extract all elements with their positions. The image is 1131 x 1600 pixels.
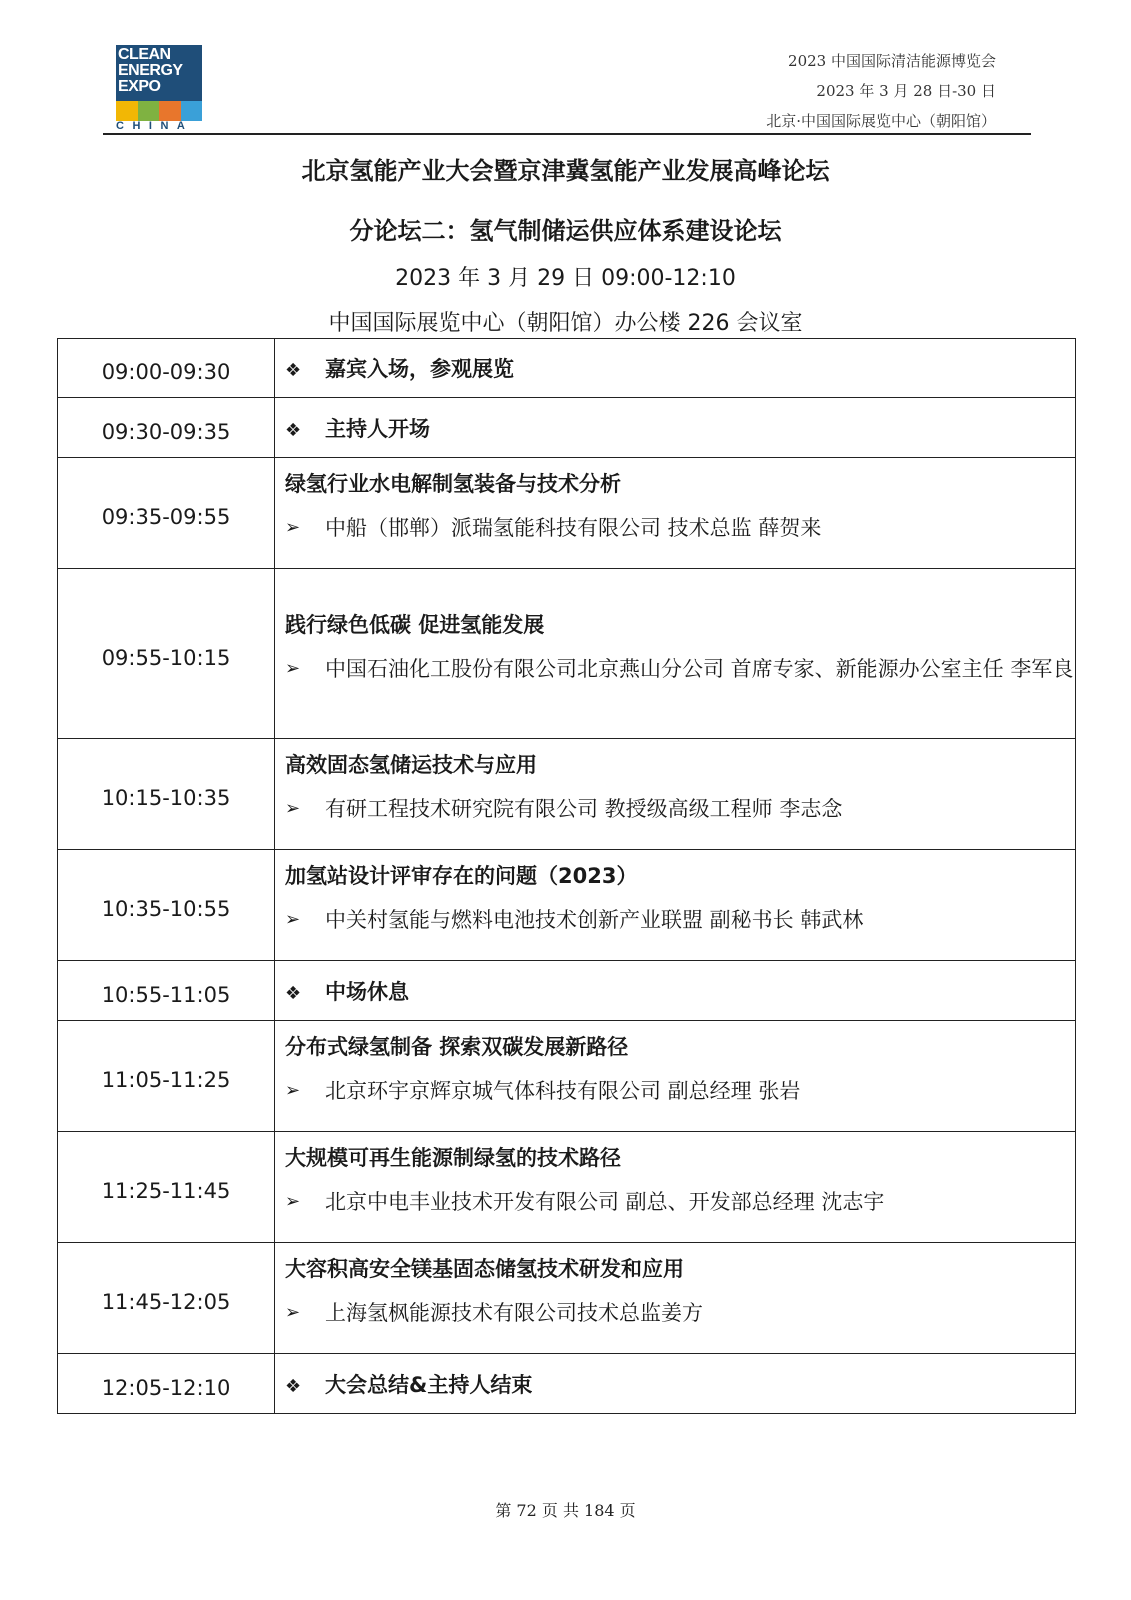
arrow-bullet-icon: ➢ xyxy=(285,798,301,819)
hydrogen-icon xyxy=(181,101,203,121)
speaker-text: 中船（邯郸）派瑞氢能科技有限公司 技术总监 薛贺来 xyxy=(325,516,822,540)
talk-speaker xyxy=(285,640,1075,698)
agenda-content xyxy=(275,458,1076,569)
expo-logo xyxy=(116,45,202,130)
agenda-item: 嘉宾入场，参观展览 xyxy=(325,357,514,381)
talk-speaker xyxy=(285,780,1075,838)
agenda-content xyxy=(275,398,1076,458)
sun-icon xyxy=(116,101,138,121)
agenda-row xyxy=(58,398,1076,458)
talk-topic: 大规模可再生能源制绿氢的技术路径 xyxy=(285,1146,621,1170)
arrow-bullet-icon: ➢ xyxy=(285,1191,301,1212)
arrow-bullet-icon: ➢ xyxy=(285,1302,301,1323)
agenda-content xyxy=(275,569,1076,739)
agenda-time: 09:55-10:15 xyxy=(58,569,275,739)
logo-china-text: CHINA xyxy=(116,120,194,132)
page-number: 第 72 页 共 184 页 xyxy=(495,1501,636,1520)
agenda-time: 12:05-12:10 xyxy=(58,1354,275,1414)
energy-icon xyxy=(159,101,181,121)
agenda-row xyxy=(58,458,1076,569)
talk-speaker xyxy=(285,1173,1075,1231)
agenda-row xyxy=(58,961,1076,1021)
forum-subtitle: 分论坛二：氢气制储运供应体系建设论坛 xyxy=(349,217,782,245)
agenda-row xyxy=(58,1021,1076,1132)
agenda-row xyxy=(58,569,1076,739)
agenda-time: 09:00-09:30 xyxy=(58,339,275,398)
agenda-content xyxy=(275,339,1076,398)
agenda-time: 09:35-09:55 xyxy=(58,458,275,569)
arrow-bullet-icon: ➢ xyxy=(285,657,301,679)
talk-topic: 高效固态氢储运技术与应用 xyxy=(285,753,537,777)
agenda-item: 中场休息 xyxy=(325,979,409,1004)
talk-speaker xyxy=(285,1284,1075,1342)
event-datetime: 2023 年 3 月 29 日 09:00-12:10 xyxy=(395,266,736,291)
expo-dates: 2023 年 3 月 28 日-30 日 xyxy=(816,82,996,100)
agenda-time: 09:30-09:35 xyxy=(58,398,275,458)
logo-energy-icons xyxy=(116,101,202,121)
talk-topic: 践行绿色低碳 促进氢能发展 xyxy=(285,612,545,637)
agenda-item: 大会总结&主持人结束 xyxy=(325,1372,533,1397)
agenda-content xyxy=(275,1354,1076,1414)
header-divider xyxy=(103,133,1031,135)
agenda-time: 10:55-11:05 xyxy=(58,961,275,1021)
expo-venue: 北京·中国国际展览中心（朝阳馆） xyxy=(766,112,996,130)
arrow-bullet-icon: ➢ xyxy=(285,1080,301,1101)
speaker-text: 中关村氢能与燃料电池技术创新产业联盟 副秘书长 韩武林 xyxy=(325,908,864,932)
agenda-row xyxy=(58,850,1076,961)
agenda-table xyxy=(57,338,1076,1414)
agenda-item: 主持人开场 xyxy=(325,416,430,441)
event-venue: 中国国际展览中心（朝阳馆）办公楼 226 会议室 xyxy=(328,311,803,336)
expo-name: 2023 中国国际清洁能源博览会 xyxy=(788,52,996,70)
speaker-text: 北京环宇京辉京城气体科技有限公司 副总经理 张岩 xyxy=(325,1079,801,1103)
logo-wordmark: CLEAN ENERGY EXPO xyxy=(116,45,202,101)
talk-topic: 绿氢行业水电解制氢装备与技术分析 xyxy=(285,472,621,496)
diamond-bullet-icon: ❖ xyxy=(285,419,302,441)
talk-speaker xyxy=(285,891,1075,949)
plant-icon xyxy=(138,101,160,121)
talk-speaker xyxy=(285,1062,1075,1120)
talk-topic: 加氢站设计评审存在的问题（2023） xyxy=(285,864,638,888)
agenda-content xyxy=(275,850,1076,961)
agenda-content xyxy=(275,1243,1076,1354)
agenda-time: 10:35-10:55 xyxy=(58,850,275,961)
speaker-text: 中国石油化工股份有限公司北京燕山分公司 首席专家、新能源办公室主任 李军良 xyxy=(325,656,1074,681)
talk-topic: 分布式绿氢制备 探索双碳发展新路径 xyxy=(285,1035,629,1059)
agenda-row xyxy=(58,1132,1076,1243)
agenda-time: 11:25-11:45 xyxy=(58,1132,275,1243)
diamond-bullet-icon: ❖ xyxy=(285,1375,302,1397)
agenda-row xyxy=(58,739,1076,850)
arrow-bullet-icon: ➢ xyxy=(285,909,301,930)
talk-topic: 大容积高安全镁基固态储氢技术研发和应用 xyxy=(285,1257,684,1281)
agenda-content xyxy=(275,1021,1076,1132)
agenda-content xyxy=(275,1132,1076,1243)
agenda-row xyxy=(58,1243,1076,1354)
speaker-text: 有研工程技术研究院有限公司 教授级高级工程师 李志念 xyxy=(325,797,843,821)
agenda-time: 11:45-12:05 xyxy=(58,1243,275,1354)
agenda-content xyxy=(275,739,1076,850)
agenda-row xyxy=(58,1354,1076,1414)
agenda-row xyxy=(58,339,1076,398)
speaker-text: 北京中电丰业技术开发有限公司 副总、开发部总经理 沈志宇 xyxy=(325,1190,885,1214)
diamond-bullet-icon: ❖ xyxy=(285,360,302,381)
diamond-bullet-icon: ❖ xyxy=(285,982,302,1004)
arrow-bullet-icon: ➢ xyxy=(285,517,301,538)
agenda-time: 11:05-11:25 xyxy=(58,1021,275,1132)
agenda-time: 10:15-10:35 xyxy=(58,739,275,850)
speaker-text: 上海氢枫能源技术有限公司技术总监姜方 xyxy=(325,1301,703,1325)
agenda-content xyxy=(275,961,1076,1021)
page-title: 北京氢能产业大会暨京津冀氢能产业发展高峰论坛 xyxy=(301,157,830,185)
talk-speaker xyxy=(285,499,1075,557)
